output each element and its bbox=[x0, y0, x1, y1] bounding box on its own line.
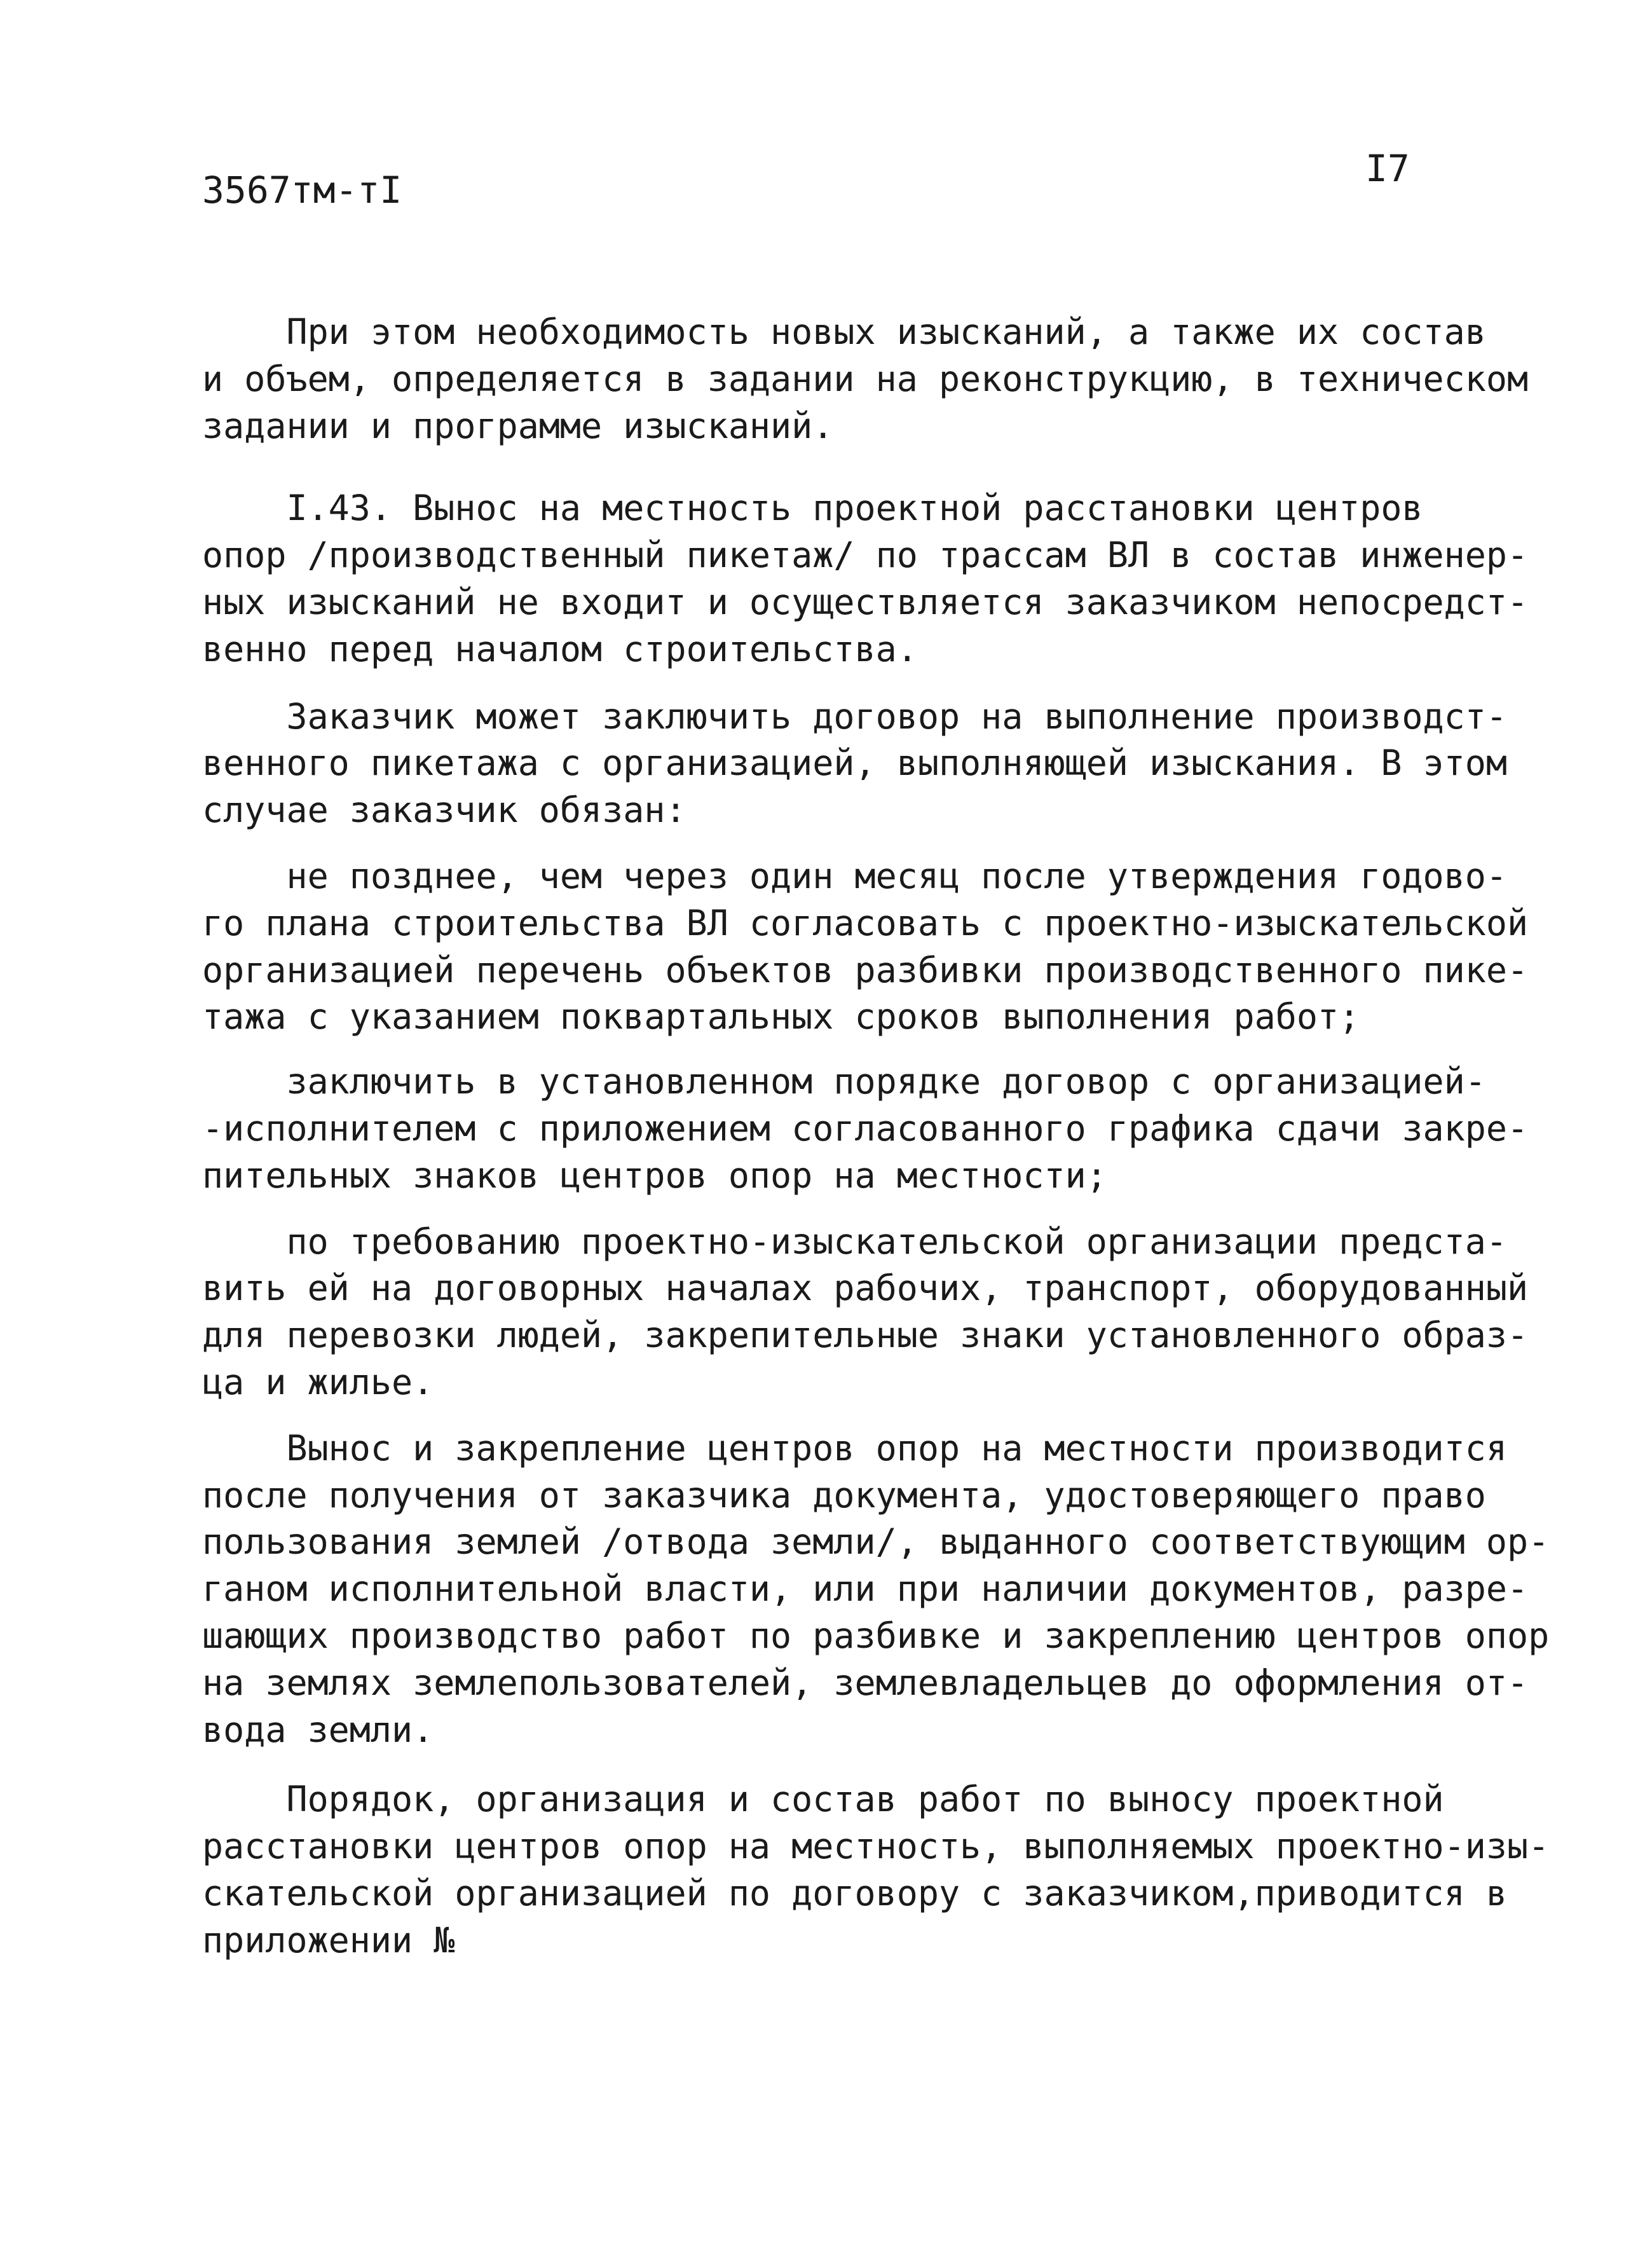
document-body bbox=[202, 309, 1550, 1964]
paragraph-obligation-contract bbox=[202, 1058, 1529, 1199]
paragraph-land-use bbox=[202, 1425, 1550, 1754]
text-line: шающих производство работ по разбивке и закреплению центров опор bbox=[202, 1615, 1550, 1656]
text-line: Порядок, организация и состав работ по выносу проектной bbox=[202, 1779, 1444, 1820]
text-line: расстановки центров опор на местность, выполняемых проектно-изы- bbox=[202, 1826, 1550, 1867]
text-line: пользования землей /отвода земли/, выданного соответствующим ор- bbox=[202, 1521, 1550, 1563]
text-line: венного пикетажа с организацией, выполняющей изыскания. В этом bbox=[202, 743, 1507, 784]
text-line: организацией перечень объектов разбивки производственного пике- bbox=[202, 949, 1529, 990]
text-line: по требованию проектно-изыскательской организации предста- bbox=[202, 1221, 1507, 1262]
document-code: 3567тм-тI bbox=[202, 168, 402, 212]
text-line: на землях землепользователей, землевладельцев до оформления от- bbox=[202, 1662, 1529, 1703]
text-line: Заказчик может заключить договор на выполнение производст- bbox=[202, 695, 1507, 737]
text-line: При этом необходимость новых изысканий, а также их состав bbox=[202, 312, 1486, 352]
text-line: го плана строительства ВЛ согласовать с проектно-изыскательской bbox=[202, 902, 1529, 943]
text-line: пительных знаков центров опор на местности; bbox=[202, 1154, 1107, 1196]
text-line: и объем, определяется в задании на реконструкцию, в техническом bbox=[202, 358, 1529, 399]
text-line: I.43. Вынос на местность проектной расстановки центров bbox=[202, 488, 1423, 529]
paragraph-customer-contract bbox=[202, 694, 1507, 834]
text-line: ца и жилье. bbox=[202, 1361, 434, 1402]
text-line: задании и программе изысканий. bbox=[202, 405, 834, 446]
text-line: -исполнителем с приложением согласованного графика сдачи закре- bbox=[202, 1107, 1529, 1149]
paragraph-section-1-43 bbox=[202, 485, 1529, 673]
paragraph-obligation-schedule bbox=[202, 853, 1529, 1041]
text-line: тажа с указанием поквартальных сроков выполнения работ; bbox=[202, 996, 1360, 1037]
text-line: венно перед началом строительства. bbox=[202, 628, 918, 669]
paragraph-procedure bbox=[202, 1776, 1550, 1964]
text-line: заключить в установленном порядке договор с организацией- bbox=[202, 1061, 1486, 1102]
text-line: Вынос и закрепление центров опор на местности производится bbox=[202, 1427, 1507, 1469]
text-line: для перевозки людей, закрепительные знаки установленного образ- bbox=[202, 1315, 1529, 1356]
paragraph-survey-scope bbox=[202, 309, 1529, 449]
paragraph-obligation-resources bbox=[202, 1219, 1529, 1406]
text-line: после получения от заказчика документа, удостоверяющего право bbox=[202, 1474, 1486, 1516]
text-line: не позднее, чем через один месяц после утверждения годово- bbox=[202, 855, 1507, 896]
page-number: I7 bbox=[1365, 147, 1410, 190]
text-line: опор /производственный пикетаж/ по трассам ВЛ в состав инженер- bbox=[202, 535, 1529, 576]
text-line: случае заказчик обязан: bbox=[202, 790, 686, 831]
text-line: приложении № bbox=[202, 1919, 455, 1961]
text-line: вить ей на договорных началах рабочих, транспорт, оборудованный bbox=[202, 1268, 1529, 1309]
text-line: ных изысканий не входит и осуществляется заказчиком непосредст- bbox=[202, 581, 1529, 622]
text-line: вода земли. bbox=[202, 1709, 434, 1750]
text-line: скательской организацией по договору с заказчиком,приводится в bbox=[202, 1872, 1507, 1914]
text-line: ганом исполнительной власти, или при наличии документов, разре- bbox=[202, 1568, 1529, 1610]
